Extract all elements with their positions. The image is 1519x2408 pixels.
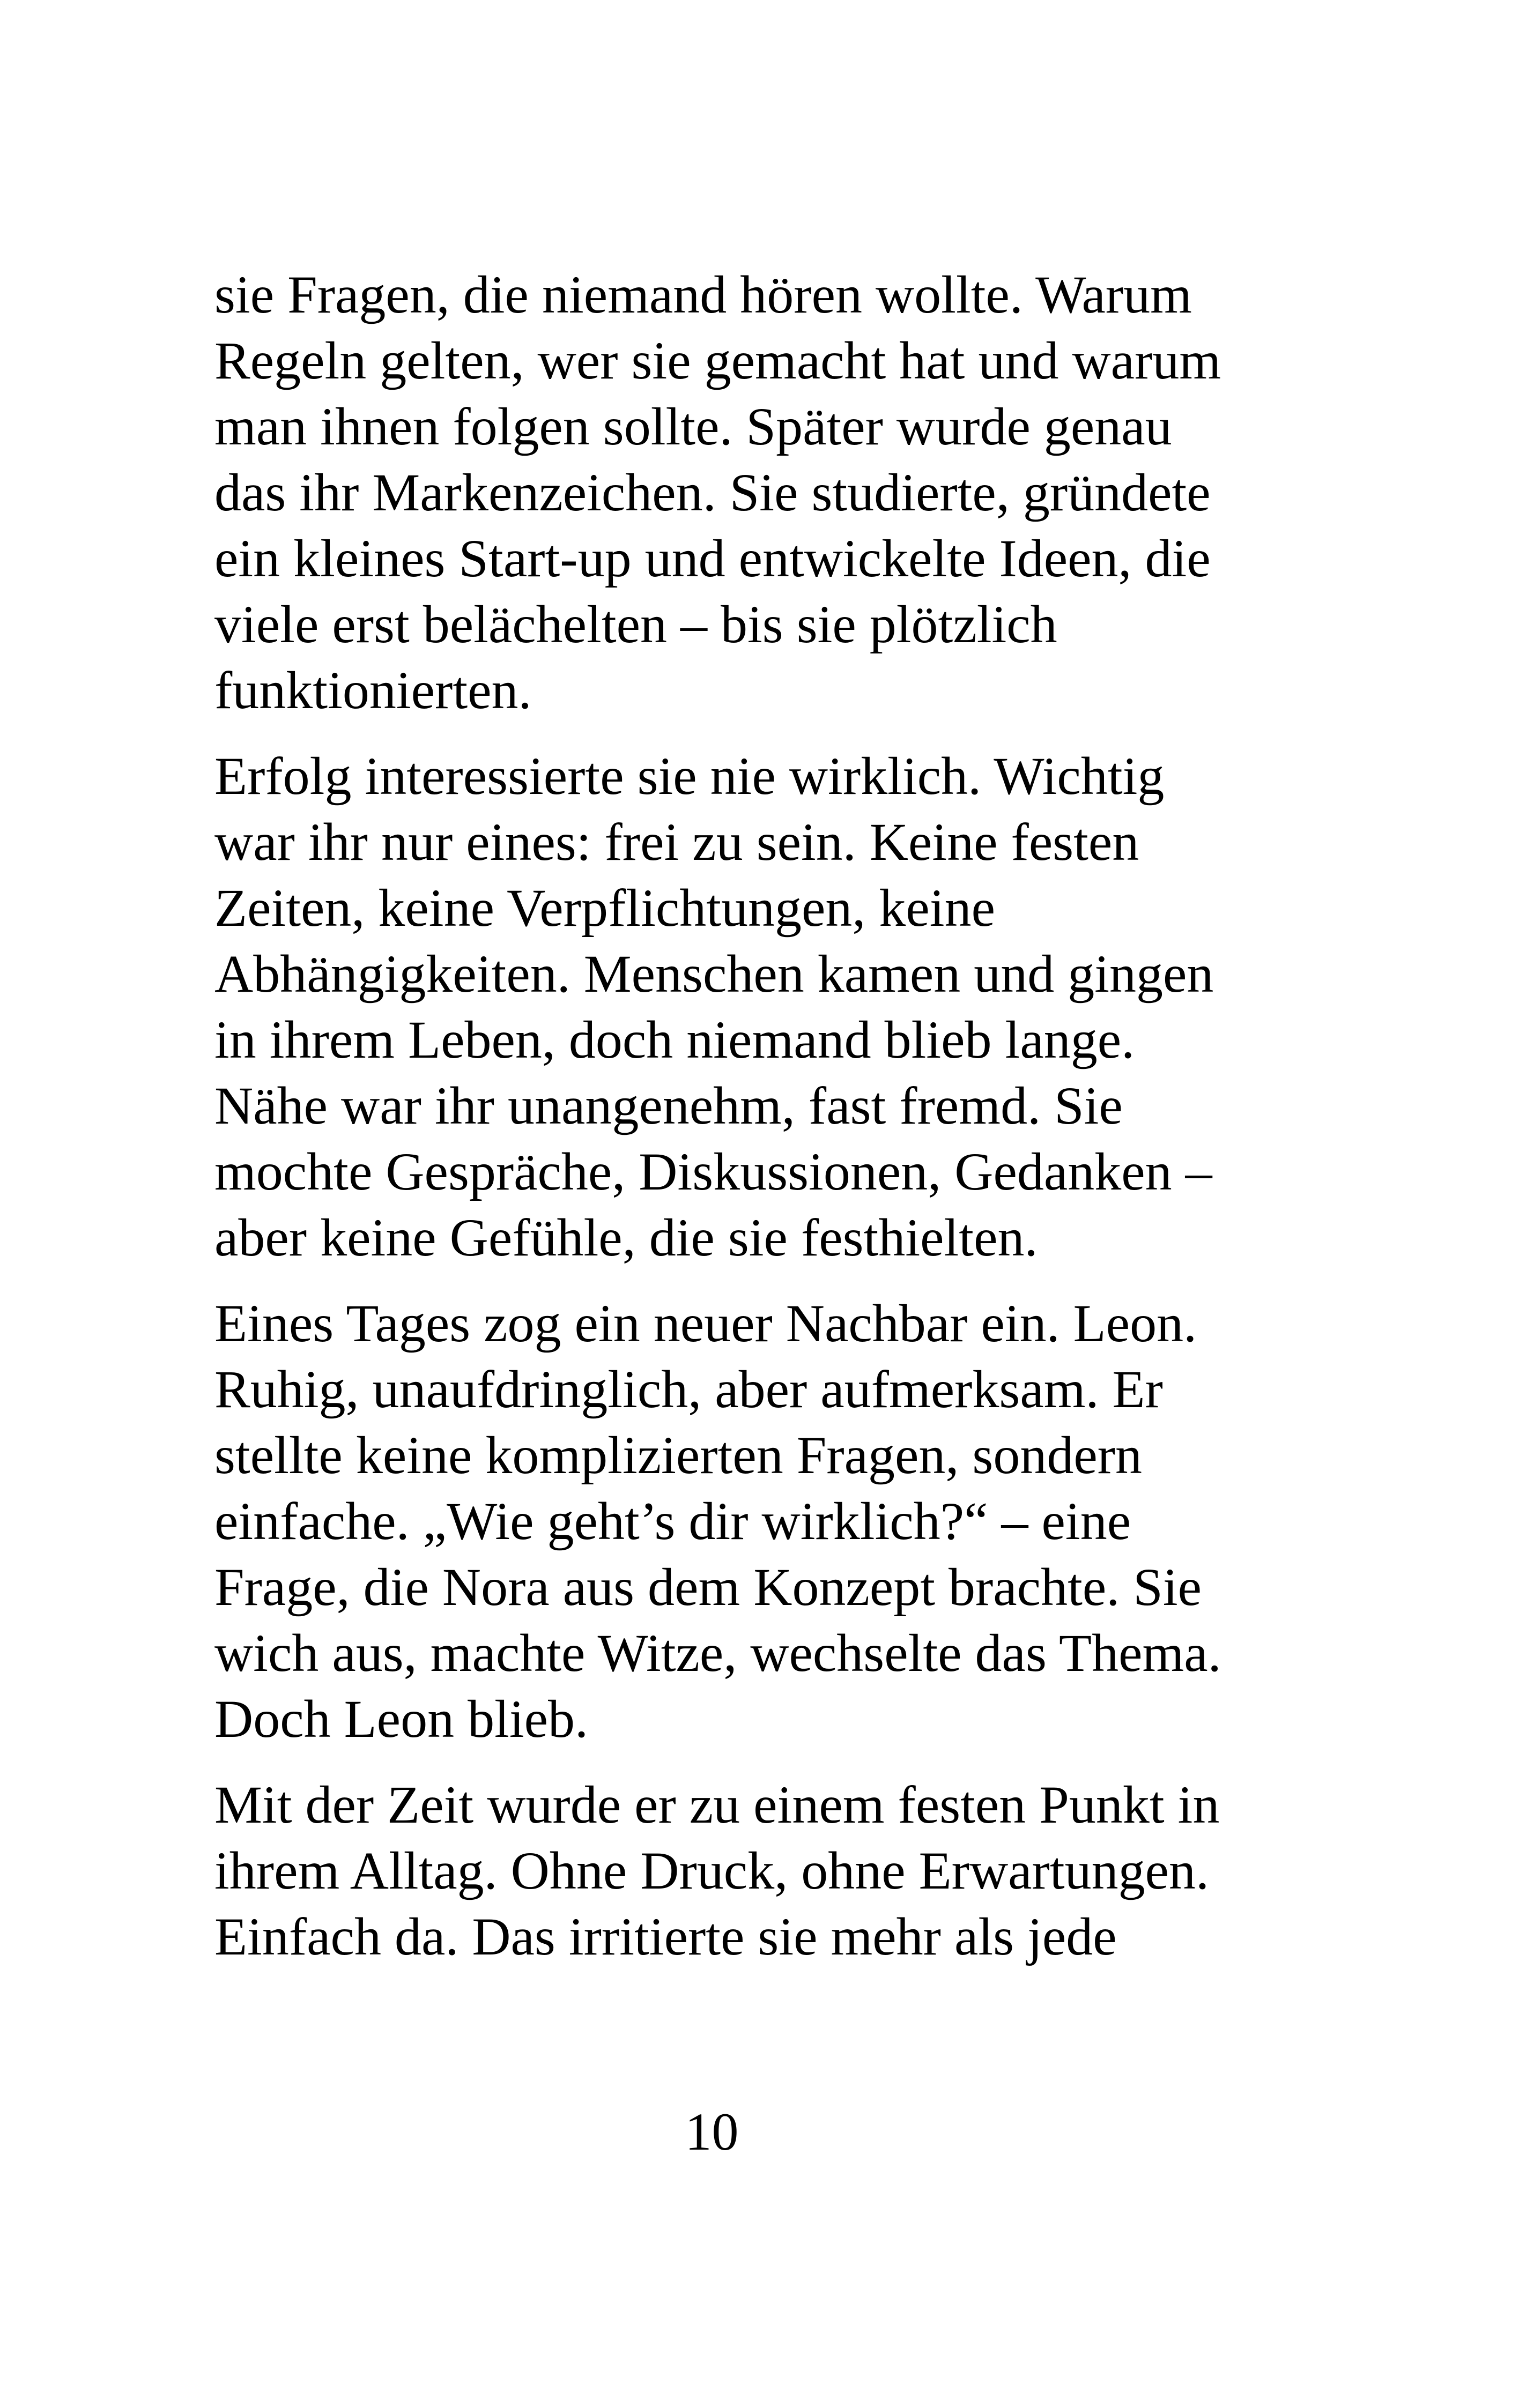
text-line: einfache. „Wie geht’s dir wirklich?“ – eine	[214, 1491, 1131, 1551]
text-line: Abhängigkeiten. Menschen kamen und gingen	[214, 944, 1214, 1004]
text-line: Frage, die Nora aus dem Konzept brachte. Sie	[214, 1557, 1202, 1617]
paragraph-1	[214, 262, 1319, 723]
text-line: ein kleines Start-up und entwickelte Ideen, die	[214, 529, 1211, 588]
text-line: wich aus, machte Witze, wechselte das Thema.	[214, 1623, 1221, 1683]
text-line: Erfolg interessierte sie nie wirklich. Wichtig	[214, 746, 1165, 806]
text-line: das ihr Markenzeichen. Sie studierte, gründete	[214, 463, 1211, 522]
text-line: in ihrem Leben, doch niemand blieb lange.	[214, 1010, 1135, 1069]
text-line: Ruhig, unaufdringlich, aber aufmerksam. Er	[214, 1359, 1163, 1419]
text-line: Mit der Zeit wurde er zu einem festen Punkt in	[214, 1775, 1220, 1834]
text-line: Einfach da. Das irritierte sie mehr als jede	[214, 1907, 1117, 1966]
paragraph-3	[214, 1290, 1319, 1752]
paragraph-2	[214, 743, 1319, 1270]
text-line: Nähe war ihr unangenehm, fast fremd. Sie	[214, 1076, 1123, 1135]
text-line: aber keine Gefühle, die sie festhielten.	[214, 1208, 1038, 1267]
text-line: war ihr nur eines: frei zu sein. Keine festen	[214, 812, 1139, 872]
text-line: Eines Tages zog ein neuer Nachbar ein. Leon.	[214, 1294, 1197, 1353]
body-text	[214, 262, 1319, 1989]
page-number: 10	[685, 2102, 739, 2161]
text-line: man ihnen folgen sollte. Später wurde genau	[214, 397, 1172, 456]
text-line: sie Fragen, die niemand hören wollte. Warum	[214, 265, 1192, 324]
text-line: viele erst belächelten – bis sie plötzlich	[214, 594, 1057, 654]
text-line: stellte keine komplizierten Fragen, sondern	[214, 1425, 1143, 1485]
paragraph-4	[214, 1772, 1319, 1969]
text-line: ihrem Alltag. Ohne Druck, ohne Erwartungen.	[214, 1841, 1210, 1900]
text-line: funktionierten.	[214, 660, 532, 720]
text-line: mochte Gespräche, Diskussionen, Gedanken –	[214, 1142, 1212, 1201]
text-line: Doch Leon blieb.	[214, 1689, 589, 1749]
text-line: Regeln gelten, wer sie gemacht hat und warum	[214, 331, 1221, 390]
text-line: Zeiten, keine Verpflichtungen, keine	[214, 878, 995, 938]
